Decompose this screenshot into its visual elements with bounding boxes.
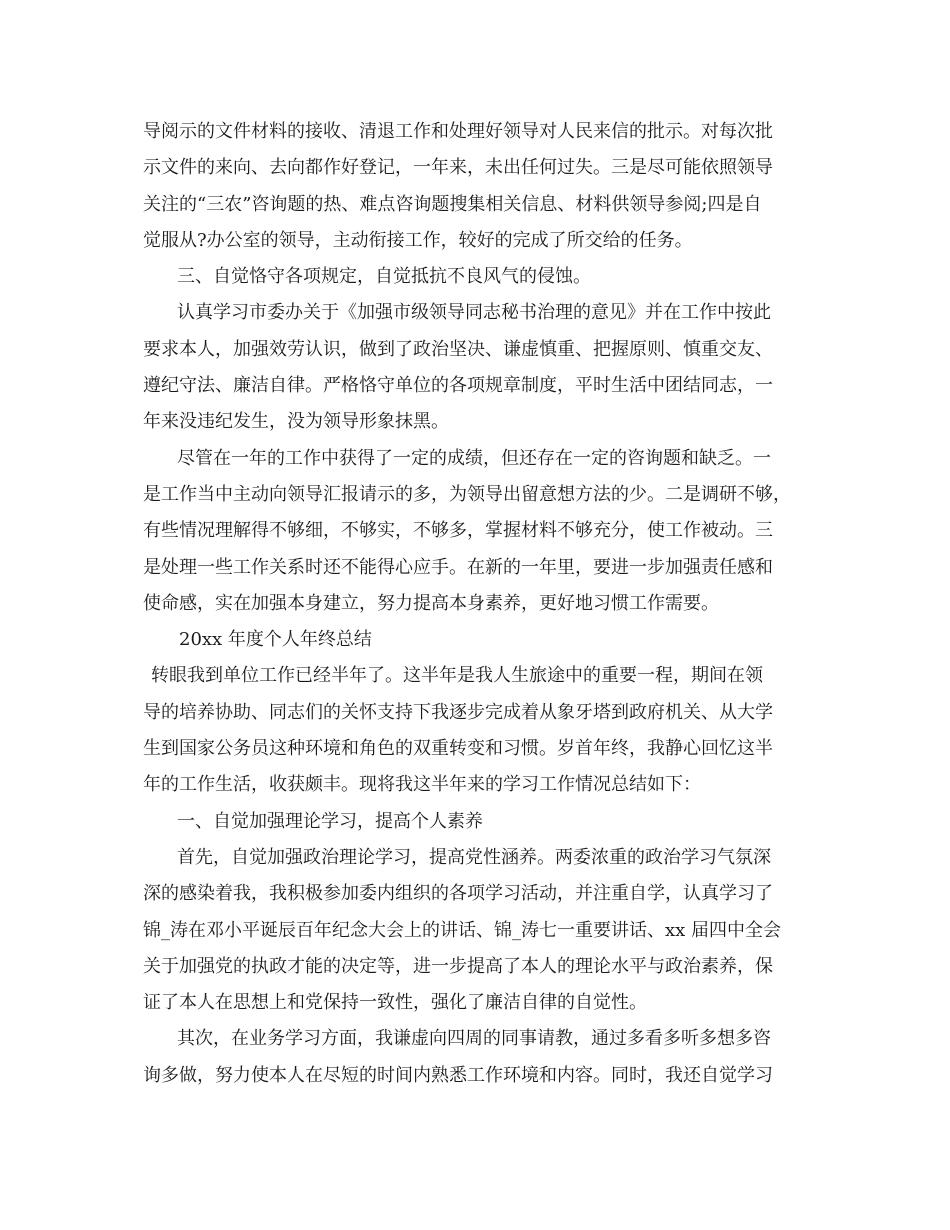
text-line: 使命感，实在加强本身建立，努力提高本身素养，更好地习惯工作需要。 <box>143 592 719 614</box>
text-line: 是处理一些工作关系时还不能得心应手。在新的一年里，要进一步加强责任感和 <box>143 556 773 578</box>
document-body <box>143 114 807 1094</box>
text-line: 其次，在业务学习方面，我谦虚向四周的同事请教，通过多看多听多想多咨 <box>177 1028 771 1050</box>
section-heading: 一、自觉加强理论学习，提高个人素养 <box>177 810 483 832</box>
text-line: 关于加强党的执政才能的决定等，进一步提高了本人的理论水平与政治素养，保 <box>143 955 773 977</box>
text-line: 生到国家公务员这种环境和角色的双重转变和习惯。岁首年终，我静心回忆这半 <box>143 738 773 760</box>
document-title: 20xx 年度个人年终总结 <box>179 629 372 651</box>
text-line: 转眼我到单位工作已经半年了。这半年是我人生旅途中的重要一程，期间在领 <box>151 665 763 687</box>
text-line: 遵纪守法、廉洁自律。严格恪守单位的各项规章制度，平时生活中团结同志，一 <box>143 375 773 397</box>
text-line: 年的工作生活，收获颇丰。现将我这半年来的学习工作情况总结如下： <box>143 774 701 796</box>
text-line: 有些情况理解得不够细，不够实，不够多，掌握材料不够充分，使工作被动。三 <box>143 520 773 542</box>
text-line: 示文件的来向、去向都作好登记，一年来，未出任何过失。三是尽可能依照领导 <box>143 157 773 179</box>
text-line: 是工作当中主动向领导汇报请示的多，为领导出留意想方法的少。二是调研不够， <box>143 483 791 505</box>
text-line: 认真学习市委办关于《加强市级领导同志秘书治理的意见》并在工作中按此 <box>177 302 771 324</box>
text-line: 尽管在一年的工作中获得了一定的成绩，但还存在一定的咨询题和缺乏。一 <box>177 447 771 469</box>
text-line: 要求本人，加强效劳认识，做到了政治坚决、谦虚慎重、把握原则、慎重交友、 <box>143 338 773 360</box>
text-line: 证了本人在思想上和党保持一致性，强化了廉洁自律的自觉性。 <box>143 992 647 1014</box>
text-line: 询多做，努力使本人在尽短的时间内熟悉工作环境和内容。同时，我还自觉学习 <box>143 1064 773 1086</box>
text-line: 年来没违纪发生，没为领导形象抹黑。 <box>143 411 449 433</box>
text-line: 觉服从?办公室的领导，主动衔接工作，较好的完成了所交给的任务。 <box>143 229 693 251</box>
text-line: 导阅示的文件材料的接收、清退工作和处理好领导对人民来信的批示。对每次批 <box>143 121 773 142</box>
section-heading: 三、自觉恪守各项规定，自觉抵抗不良风气的侵蚀。 <box>177 266 591 288</box>
text-line: 锦_涛在邓小平诞辰百年纪念大会上的讲话、锦_涛七一重要讲话、xx 届四中全会 <box>143 919 782 941</box>
text-line: 首先，自觉加强政治理论学习，提高党性涵养。两委浓重的政治学习气氛深 <box>177 846 771 868</box>
text-line: 导的培养协助、同志们的关怀支持下我逐步完成着从象牙塔到政府机关、从大学 <box>143 701 773 723</box>
text-line: 关注的“三农”咨询题的热、难点咨询题搜集相关信息、材料供领导参阅;四是自 <box>143 193 762 215</box>
text-line: 深的感染着我，我积极参加委内组织的各项学习活动，并注重自学，认真学习了 <box>143 883 773 905</box>
